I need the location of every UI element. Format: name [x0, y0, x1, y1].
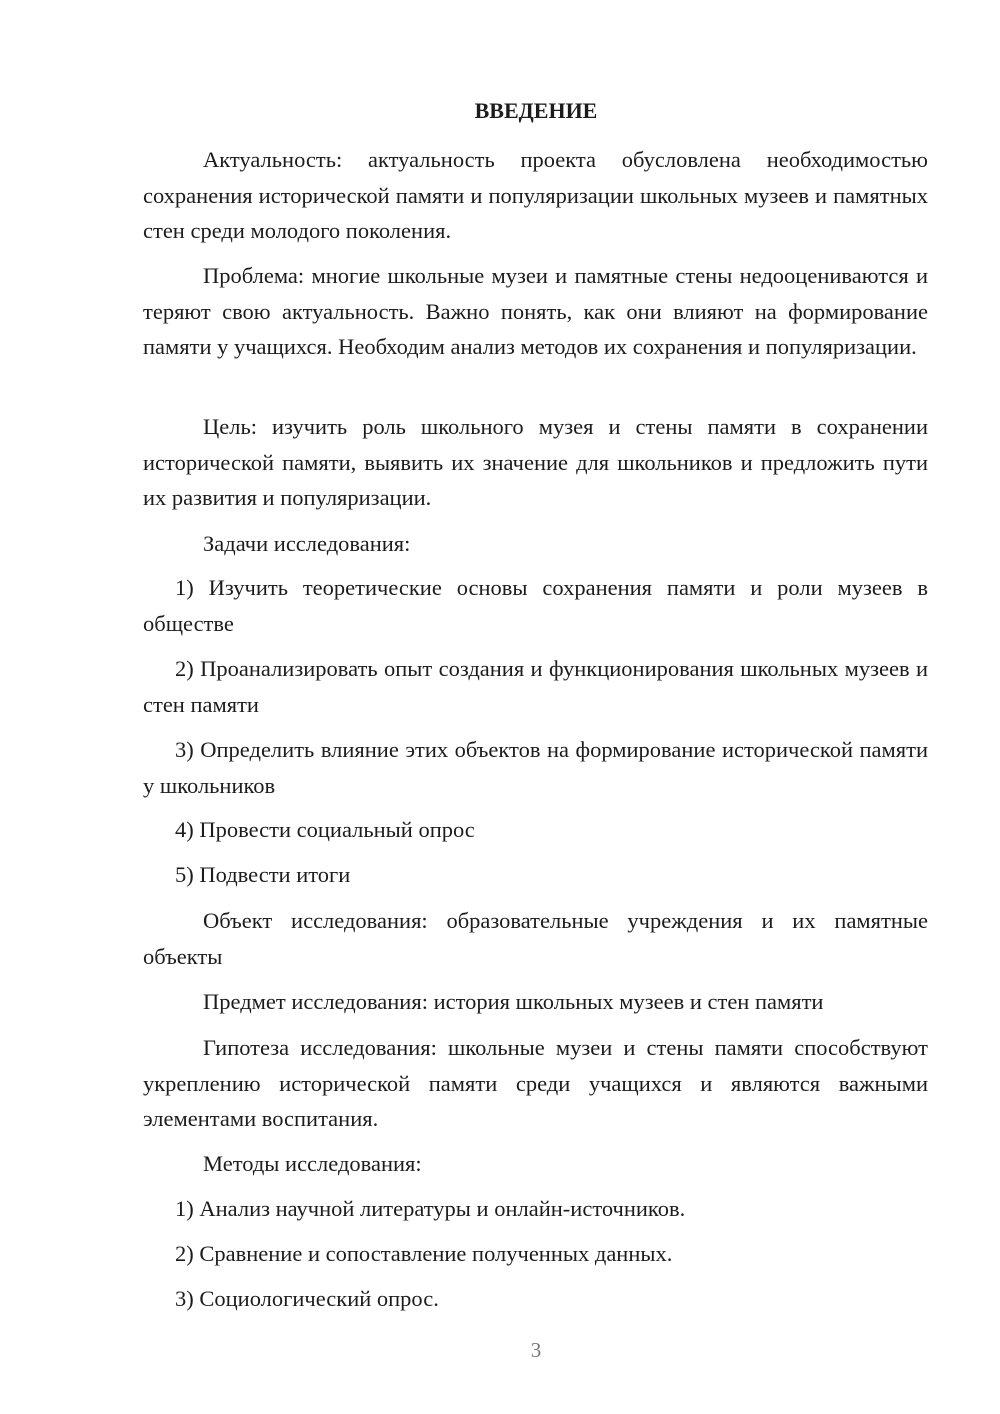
- paragraph-methods-heading: Методы исследования:: [203, 1151, 422, 1176]
- list-item-method-2: 2) Сравнение и сопоставление полученных данных.: [175, 1241, 673, 1266]
- paragraph-tasks-heading: Задачи исследования:: [203, 531, 411, 556]
- list-item-method-3: 3) Социологический опрос.: [175, 1286, 439, 1311]
- list-item-task-3: 3) Определить влияние этих объектов на формирование исторической памяти у школьников: [143, 737, 928, 798]
- paragraph-goal: Цель: изучить роль школьного музея и стены памяти в сохранении исторической памяти, выявить их значение для школьников и предложить пути их развития и популяризации.: [143, 414, 928, 510]
- paragraph-hypothesis: Гипотеза исследования: школьные музеи и стены памяти способствуют укреплению исторической памяти среди учащихся и являются важными элементами воспитания.: [143, 1035, 928, 1131]
- list-item-task-2: 2) Проанализировать опыт создания и функционирования школьных музеев и стен памяти: [143, 656, 928, 717]
- paragraph-object: Объект исследования: образовательные учреждения и их памятные объекты: [143, 908, 928, 969]
- list-item-task-4: 4) Провести социальный опрос: [175, 817, 475, 842]
- list-item-task-5: 5) Подвести итоги: [175, 862, 351, 887]
- page-title: ВВЕДЕНИЕ: [474, 98, 598, 123]
- paragraph-relevance: Актуальность: актуальность проекта обусловлена необходимостью сохранения исторической памяти и популяризации школьных музеев и памятных стен среди молодого поколения.: [143, 147, 928, 243]
- paragraph-problem: Проблема: многие школьные музеи и памятные стены недооцениваются и теряют свою актуальность. Важно понять, как они влияют на формирование памяти у учащихся. Необходим анализ методов их сохранения и популяризации.: [143, 263, 928, 359]
- list-item-method-1: 1) Анализ научной литературы и онлайн-источников.: [175, 1196, 686, 1221]
- list-item-task-1: 1) Изучить теоретические основы сохранения памяти и роли музеев в обществе: [143, 575, 928, 636]
- paragraph-subject: Предмет исследования: история школьных музеев и стен памяти: [203, 989, 824, 1014]
- page-number: 3: [530, 1338, 542, 1362]
